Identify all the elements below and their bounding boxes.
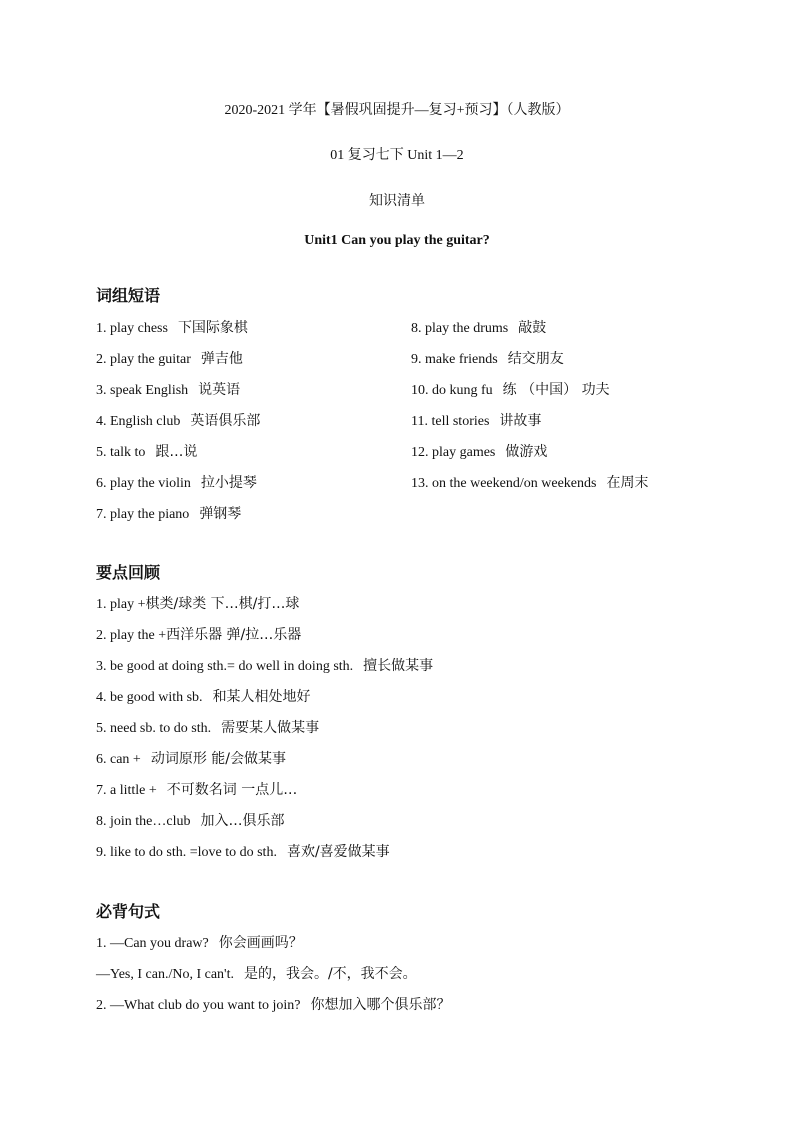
key-point-item: 1. play +棋类/球类 下…棋/打…球 (96, 596, 300, 612)
key-point-item: 9. like to do sth. =love to do sth. 喜欢/喜爱做某事 (96, 844, 390, 860)
phrase-item: 6. play the violin 拉小提琴 (96, 475, 257, 491)
key-point-item: 8. join the…club 加入…俱乐部 (96, 813, 285, 829)
key-points-list (96, 593, 433, 872)
phrase-item: 8. play the drums 敲鼓 (411, 320, 547, 336)
doc-header: 2020-2021 学年【暑假巩固提升—复习+预习】（人教版） (224, 103, 570, 118)
doc-subheader: 01 复习七下 Unit 1—2 (330, 148, 464, 163)
phrase-item: 12. play games 做游戏 (411, 444, 548, 460)
key-point-item: 6. can + 动词原形 能/会做某事 (96, 751, 286, 767)
sentences-list (96, 932, 451, 1025)
doc-list-title: 知识清单 (369, 193, 425, 209)
phrase-item: 4. English club 英语俱乐部 (96, 413, 261, 429)
key-point-item: 2. play the +西洋乐器 弹/拉…乐器 (96, 627, 302, 643)
phrase-item: 9. make friends 结交朋友 (411, 351, 564, 367)
phrase-item: 13. on the weekend/on weekends 在周末 (411, 475, 649, 491)
key-point-item: 5. need sb. to do sth. 需要某人做某事 (96, 720, 320, 736)
phrase-item: 10. do kung fu 练 （中国） 功夫 (411, 382, 610, 398)
sentence-item: —Yes, I can./No, I can't. 是的，我会。/不，我不会。 (96, 966, 417, 982)
key-points-section-title: 要点回顾 (96, 563, 161, 582)
phrase-item: 2. play the guitar 弹吉他 (96, 351, 243, 367)
sentence-item: 2. —What club do you want to join? 你想加入哪个俱乐部？ (96, 997, 451, 1013)
phrase-item: 11. tell stories 讲故事 (411, 413, 542, 429)
phrase-item: 5. talk to 跟…说 (96, 444, 198, 460)
phrase-item: 3. speak English 说英语 (96, 382, 241, 398)
key-point-item: 7. a little + 不可数名词 一点儿… (96, 782, 298, 798)
sentence-item: 1. —Can you draw? 你会画画吗？ (96, 935, 303, 951)
key-point-item: 3. be good at doing sth.= do well in doing sth. 擅长做某事 (96, 658, 434, 674)
phrases-left-column (96, 317, 260, 534)
unit-title: Unit1 Can you play the guitar? (304, 233, 490, 248)
key-point-item: 4. be good with sb. 和某人相处地好 (96, 689, 311, 705)
phrase-item: 1. play chess 下国际象棋 (96, 320, 248, 336)
phrases-right-column (411, 317, 648, 503)
sentences-section-title: 必背句式 (96, 902, 161, 921)
phrases-section-title: 词组短语 (96, 286, 161, 305)
phrase-item: 7. play the piano 弹钢琴 (96, 506, 242, 522)
